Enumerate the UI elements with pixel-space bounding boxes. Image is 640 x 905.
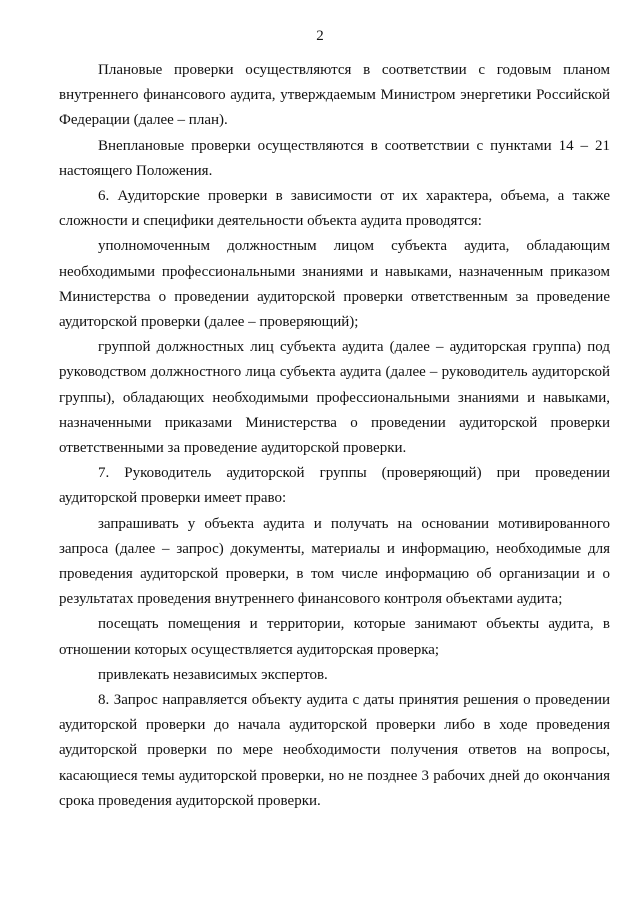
paragraph-visit-premises: посещать помещения и территории, которые занимают объекты аудита, в отношении которых осуществляется аудиторская проверка; <box>59 616 610 658</box>
paragraph-item-7: 7. Руководитель аудиторской группы (проверяющий) при проведении аудиторской проверки имеет право: <box>59 465 610 507</box>
paragraph-authorized-official: уполномоченным должностным лицом субъекта аудита, обладающим необходимыми профессиональными знаниями и навыками, назначенным приказом Министерства о проведении аудиторской проверки ответственным за проведение аудиторской проверки (далее – проверяющий); <box>59 238 610 331</box>
document-body <box>59 58 610 814</box>
paragraph-item-8: 8. Запрос направляется объекту аудита с даты принятия решения о проведении аудиторской проверки до начала аудиторской проверки либо в ходе проведения аудиторской проверки по мере необходимости получения ответов на вопросы, касающиеся темы аудиторской проверки, но не позднее 3 рабочих дней до окончания срока проведения аудиторской проверки. <box>59 692 610 809</box>
paragraph-planned-audits: Плановые проверки осуществляются в соответствии с годовым планом внутреннего финансового аудита, утверждаемым Министром энергетики Российской Федерации (далее – план). <box>59 62 610 129</box>
page-number: 2 <box>316 28 324 44</box>
paragraph-audit-group: группой должностных лиц субъекта аудита (далее – аудиторская группа) под руководством должностного лица субъекта аудита (далее – руководитель аудиторской группы), обладающих необходимыми профессиональными знаниями и навыками, назначенными приказами Министерства о проведении аудиторской проверки ответственными за проведение аудиторской проверки. <box>59 339 610 457</box>
paragraph-request-documents: запрашивать у объекта аудита и получать на основании мотивированного запроса (далее – запрос) документы, материалы и информацию, необходимые для проведения аудиторской проверки, в том числе информацию об организации и о результатах проведения внутреннего финансового контроля объектами аудита; <box>59 515 610 608</box>
paragraph-item-6: 6. Аудиторские проверки в зависимости от их характера, объема, а также сложности и специфики деятельности объекта аудита проводятся: <box>59 188 610 230</box>
paragraph-involve-experts: привлекать независимых экспертов. <box>98 666 328 683</box>
paragraph-unplanned-audits: Внеплановые проверки осуществляются в соответствии с пунктами 14 – 21 настоящего Положения. <box>59 137 610 179</box>
